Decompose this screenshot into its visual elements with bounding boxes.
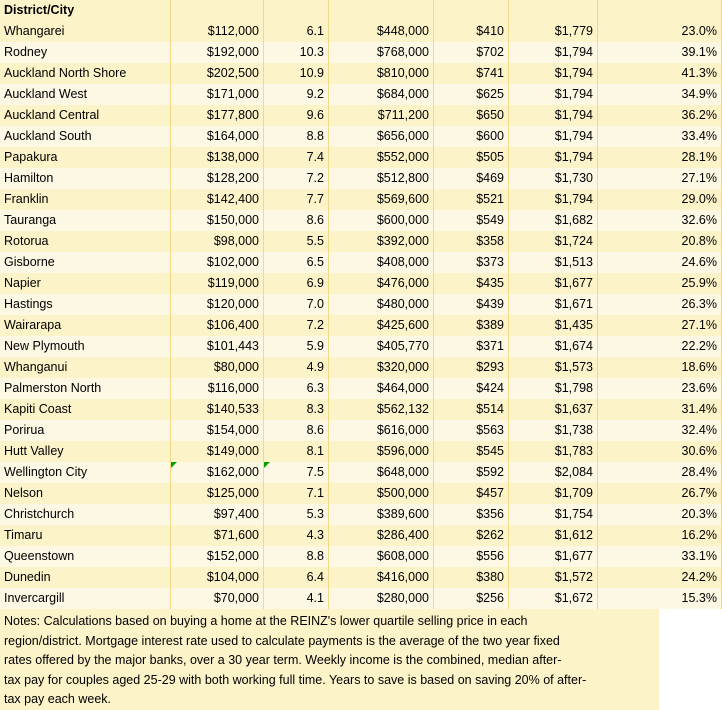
cell-total-price: $810,000 xyxy=(329,63,434,84)
table-row[interactable] xyxy=(0,126,722,147)
cell-weekly-income: $1,779 xyxy=(509,21,598,42)
cell-weekly-income: $1,677 xyxy=(509,546,598,567)
notes-line-5: tax pay each week. xyxy=(4,692,112,706)
cell-district: Wairarapa xyxy=(0,315,171,336)
table-row[interactable] xyxy=(0,588,722,609)
cell-lower-quartile: $128,200 xyxy=(171,168,264,189)
cell-weekly-income: $2,084 xyxy=(509,462,598,483)
cell-district: Papakura xyxy=(0,147,171,168)
table-header-row xyxy=(0,0,722,21)
cell-percent-income: 31.4% xyxy=(598,399,722,420)
cell-weekly-payment: $424 xyxy=(434,378,509,399)
cell-percent-income: 22.2% xyxy=(598,336,722,357)
notes-line-1: Notes: Calculations based on buying a home at the REINZ's lower quartile selling price in each xyxy=(4,614,528,628)
header-lower-quartile xyxy=(171,0,264,21)
cell-weekly-payment: $358 xyxy=(434,231,509,252)
cell-total-price: $476,000 xyxy=(329,273,434,294)
cell-percent-income: 18.6% xyxy=(598,357,722,378)
table-row[interactable] xyxy=(0,273,722,294)
cell-years-to-save: 8.3 xyxy=(264,399,329,420)
cell-district: Franklin xyxy=(0,189,171,210)
cell-weekly-payment: $457 xyxy=(434,483,509,504)
cell-total-price: $408,000 xyxy=(329,252,434,273)
cell-weekly-payment: $563 xyxy=(434,420,509,441)
cell-district: Auckland Central xyxy=(0,105,171,126)
cell-district: Wellington City xyxy=(0,462,171,483)
cell-weekly-payment: $702 xyxy=(434,42,509,63)
cell-weekly-payment: $293 xyxy=(434,357,509,378)
cell-percent-income: 25.9% xyxy=(598,273,722,294)
cell-percent-income: 27.1% xyxy=(598,168,722,189)
cell-total-price: $656,000 xyxy=(329,126,434,147)
cell-percent-income: 20.3% xyxy=(598,504,722,525)
table-row[interactable] xyxy=(0,441,722,462)
cell-total-price: $569,600 xyxy=(329,189,434,210)
cell-percent-income: 15.3% xyxy=(598,588,722,609)
table-row[interactable] xyxy=(0,168,722,189)
cell-percent-income: 33.1% xyxy=(598,546,722,567)
header-district: District/City xyxy=(0,0,171,21)
cell-weekly-payment: $435 xyxy=(434,273,509,294)
cell-weekly-income: $1,672 xyxy=(509,588,598,609)
cell-district: Hutt Valley xyxy=(0,441,171,462)
cell-weekly-income: $1,794 xyxy=(509,84,598,105)
cell-years-to-save: 8.8 xyxy=(264,126,329,147)
cell-lower-quartile: $116,000 xyxy=(171,378,264,399)
cell-district: Christchurch xyxy=(0,504,171,525)
table-row[interactable] xyxy=(0,546,722,567)
cell-weekly-payment: $469 xyxy=(434,168,509,189)
cell-district: Auckland North Shore xyxy=(0,63,171,84)
cell-years-to-save: 7.5 xyxy=(264,462,329,483)
cell-percent-income: 33.4% xyxy=(598,126,722,147)
cell-weekly-payment: $521 xyxy=(434,189,509,210)
table-row[interactable] xyxy=(0,231,722,252)
table-row[interactable] xyxy=(0,21,722,42)
cell-district: Tauranga xyxy=(0,210,171,231)
cell-years-to-save: 7.4 xyxy=(264,147,329,168)
cell-total-price: $648,000 xyxy=(329,462,434,483)
cell-lower-quartile: $149,000 xyxy=(171,441,264,462)
cell-total-price: $480,000 xyxy=(329,294,434,315)
cell-years-to-save: 5.5 xyxy=(264,231,329,252)
cell-lower-quartile: $177,800 xyxy=(171,105,264,126)
cell-percent-income: 20.8% xyxy=(598,231,722,252)
table-row[interactable] xyxy=(0,84,722,105)
cell-weekly-income: $1,724 xyxy=(509,231,598,252)
cell-weekly-income: $1,738 xyxy=(509,420,598,441)
cell-district: Timaru xyxy=(0,525,171,546)
cell-lower-quartile: $152,000 xyxy=(171,546,264,567)
cell-lower-quartile: $150,000 xyxy=(171,210,264,231)
cell-weekly-payment: $650 xyxy=(434,105,509,126)
cell-weekly-income: $1,572 xyxy=(509,567,598,588)
cell-district: Whanganui xyxy=(0,357,171,378)
cell-weekly-income: $1,798 xyxy=(509,378,598,399)
cell-percent-income: 24.6% xyxy=(598,252,722,273)
cell-total-price: $280,000 xyxy=(329,588,434,609)
cell-weekly-payment: $514 xyxy=(434,399,509,420)
cell-lower-quartile: $98,000 xyxy=(171,231,264,252)
cell-weekly-payment: $545 xyxy=(434,441,509,462)
cell-district: Auckland West xyxy=(0,84,171,105)
cell-years-to-save: 4.1 xyxy=(264,588,329,609)
cell-years-to-save: 4.3 xyxy=(264,525,329,546)
table-row[interactable] xyxy=(0,378,722,399)
cell-percent-income: 32.4% xyxy=(598,420,722,441)
cell-weekly-income: $1,754 xyxy=(509,504,598,525)
cell-weekly-payment: $410 xyxy=(434,21,509,42)
cell-weekly-income: $1,612 xyxy=(509,525,598,546)
cell-weekly-income: $1,709 xyxy=(509,483,598,504)
cell-lower-quartile: $119,000 xyxy=(171,273,264,294)
cell-lower-quartile: $80,000 xyxy=(171,357,264,378)
cell-weekly-payment: $371 xyxy=(434,336,509,357)
cell-total-price: $405,770 xyxy=(329,336,434,357)
table-row[interactable] xyxy=(0,483,722,504)
cell-weekly-income: $1,671 xyxy=(509,294,598,315)
notes-line-3: rates offered by the major banks, over a 30 year term. Weekly income is the combined, median after- xyxy=(4,653,562,667)
cell-weekly-payment: $439 xyxy=(434,294,509,315)
cell-percent-income: 28.4% xyxy=(598,462,722,483)
cell-total-price: $416,000 xyxy=(329,567,434,588)
cell-district: Palmerston North xyxy=(0,378,171,399)
cell-total-price: $448,000 xyxy=(329,21,434,42)
cell-total-price: $562,132 xyxy=(329,399,434,420)
cell-years-to-save: 6.5 xyxy=(264,252,329,273)
cell-lower-quartile: $154,000 xyxy=(171,420,264,441)
cell-total-price: $425,600 xyxy=(329,315,434,336)
cell-district: Nelson xyxy=(0,483,171,504)
table-row[interactable] xyxy=(0,462,722,483)
cell-district: Queenstown xyxy=(0,546,171,567)
cell-total-price: $320,000 xyxy=(329,357,434,378)
cell-weekly-payment: $556 xyxy=(434,546,509,567)
cell-lower-quartile: $104,000 xyxy=(171,567,264,588)
cell-years-to-save: 7.1 xyxy=(264,483,329,504)
cell-lower-quartile: $102,000 xyxy=(171,252,264,273)
cell-years-to-save: 5.3 xyxy=(264,504,329,525)
cell-percent-income: 41.3% xyxy=(598,63,722,84)
cell-lower-quartile: $70,000 xyxy=(171,588,264,609)
cell-lower-quartile: $138,000 xyxy=(171,147,264,168)
cell-percent-income: 30.6% xyxy=(598,441,722,462)
cell-district: Dunedin xyxy=(0,567,171,588)
notes-block xyxy=(0,609,659,710)
table-row[interactable] xyxy=(0,105,722,126)
cell-district: Rotorua xyxy=(0,231,171,252)
cell-percent-income: 27.1% xyxy=(598,315,722,336)
cell-weekly-payment: $262 xyxy=(434,525,509,546)
cell-weekly-income: $1,794 xyxy=(509,42,598,63)
cell-lower-quartile: $164,000 xyxy=(171,126,264,147)
cell-district: Gisborne xyxy=(0,252,171,273)
cell-total-price: $768,000 xyxy=(329,42,434,63)
cell-lower-quartile: $125,000 xyxy=(171,483,264,504)
cell-weekly-payment: $389 xyxy=(434,315,509,336)
header-percent-income xyxy=(598,0,722,21)
cell-weekly-payment: $356 xyxy=(434,504,509,525)
cell-lower-quartile: $106,400 xyxy=(171,315,264,336)
cell-weekly-income: $1,794 xyxy=(509,105,598,126)
cell-weekly-income: $1,794 xyxy=(509,189,598,210)
cell-weekly-income: $1,730 xyxy=(509,168,598,189)
cell-lower-quartile: $192,000 xyxy=(171,42,264,63)
cell-weekly-payment: $505 xyxy=(434,147,509,168)
cell-percent-income: 39.1% xyxy=(598,42,722,63)
cell-years-to-save: 10.3 xyxy=(264,42,329,63)
cell-weekly-income: $1,435 xyxy=(509,315,598,336)
table-row[interactable] xyxy=(0,504,722,525)
cell-years-to-save: 6.1 xyxy=(264,21,329,42)
cell-years-to-save: 4.9 xyxy=(264,357,329,378)
table-row[interactable] xyxy=(0,525,722,546)
cell-percent-income: 23.6% xyxy=(598,378,722,399)
cell-percent-income: 24.2% xyxy=(598,567,722,588)
cell-weekly-payment: $549 xyxy=(434,210,509,231)
header-weekly-income xyxy=(509,0,598,21)
table-row[interactable] xyxy=(0,63,722,84)
cell-total-price: $552,000 xyxy=(329,147,434,168)
table-row[interactable] xyxy=(0,336,722,357)
cell-total-price: $684,000 xyxy=(329,84,434,105)
cell-weekly-payment: $380 xyxy=(434,567,509,588)
cell-district: Porirua xyxy=(0,420,171,441)
cell-total-price: $464,000 xyxy=(329,378,434,399)
cell-years-to-save: 6.9 xyxy=(264,273,329,294)
cell-percent-income: 26.7% xyxy=(598,483,722,504)
cell-years-to-save: 7.2 xyxy=(264,168,329,189)
cell-years-to-save: 7.2 xyxy=(264,315,329,336)
table-row[interactable] xyxy=(0,294,722,315)
cell-weekly-income: $1,794 xyxy=(509,63,598,84)
cell-district: Rodney xyxy=(0,42,171,63)
cell-weekly-payment: $600 xyxy=(434,126,509,147)
cell-lower-quartile: $171,000 xyxy=(171,84,264,105)
cell-years-to-save: 7.7 xyxy=(264,189,329,210)
cell-lower-quartile: $97,400 xyxy=(171,504,264,525)
cell-lower-quartile: $120,000 xyxy=(171,294,264,315)
cell-lower-quartile: $71,600 xyxy=(171,525,264,546)
cell-weekly-income: $1,677 xyxy=(509,273,598,294)
cell-total-price: $392,000 xyxy=(329,231,434,252)
cell-years-to-save: 6.4 xyxy=(264,567,329,588)
table-row[interactable] xyxy=(0,189,722,210)
cell-total-price: $711,200 xyxy=(329,105,434,126)
cell-lower-quartile: $101,443 xyxy=(171,336,264,357)
cell-percent-income: 26.3% xyxy=(598,294,722,315)
cell-years-to-save: 6.3 xyxy=(264,378,329,399)
table-row[interactable] xyxy=(0,252,722,273)
cell-district: Napier xyxy=(0,273,171,294)
cell-years-to-save: 9.2 xyxy=(264,84,329,105)
cell-weekly-income: $1,783 xyxy=(509,441,598,462)
cell-weekly-payment: $625 xyxy=(434,84,509,105)
cell-weekly-income: $1,794 xyxy=(509,126,598,147)
cell-years-to-save: 5.9 xyxy=(264,336,329,357)
cell-years-to-save: 9.6 xyxy=(264,105,329,126)
cell-district: Auckland South xyxy=(0,126,171,147)
cell-years-to-save: 8.1 xyxy=(264,441,329,462)
table-row[interactable] xyxy=(0,567,722,588)
cell-district: Hamilton xyxy=(0,168,171,189)
cell-years-to-save: 8.6 xyxy=(264,420,329,441)
table-row[interactable] xyxy=(0,210,722,231)
table-row[interactable] xyxy=(0,420,722,441)
cell-district: Invercargill xyxy=(0,588,171,609)
cell-weekly-income: $1,573 xyxy=(509,357,598,378)
cell-total-price: $500,000 xyxy=(329,483,434,504)
cell-percent-income: 23.0% xyxy=(598,21,722,42)
table-row[interactable] xyxy=(0,357,722,378)
cell-weekly-income: $1,513 xyxy=(509,252,598,273)
cell-total-price: $608,000 xyxy=(329,546,434,567)
cell-percent-income: 32.6% xyxy=(598,210,722,231)
header-years-to-save xyxy=(264,0,329,21)
cell-weekly-payment: $373 xyxy=(434,252,509,273)
table-row[interactable] xyxy=(0,147,722,168)
cell-district: Whangarei xyxy=(0,21,171,42)
cell-percent-income: 29.0% xyxy=(598,189,722,210)
cell-total-price: $616,000 xyxy=(329,420,434,441)
cell-lower-quartile: $112,000 xyxy=(171,21,264,42)
cell-weekly-income: $1,637 xyxy=(509,399,598,420)
cell-years-to-save: 10.9 xyxy=(264,63,329,84)
cell-percent-income: 28.1% xyxy=(598,147,722,168)
table-row[interactable] xyxy=(0,399,722,420)
cell-district: New Plymouth xyxy=(0,336,171,357)
cell-weekly-income: $1,674 xyxy=(509,336,598,357)
header-weekly-payment xyxy=(434,0,509,21)
cell-district: Hastings xyxy=(0,294,171,315)
cell-percent-income: 16.2% xyxy=(598,525,722,546)
notes-line-2: region/district. Mortgage interest rate used to calculate payments is the average of the two year fixed xyxy=(4,633,560,648)
notes-line-4: tax pay for couples aged 25-29 with both working full time. Years to save is based on saving 20% of after- xyxy=(4,672,587,687)
cell-total-price: $389,600 xyxy=(329,504,434,525)
cell-total-price: $596,000 xyxy=(329,441,434,462)
cell-years-to-save: 7.0 xyxy=(264,294,329,315)
cell-total-price: $600,000 xyxy=(329,210,434,231)
cell-weekly-income: $1,794 xyxy=(509,147,598,168)
cell-years-to-save: 8.6 xyxy=(264,210,329,231)
table-row[interactable] xyxy=(0,42,722,63)
cell-years-to-save: 8.8 xyxy=(264,546,329,567)
cell-lower-quartile: $140,533 xyxy=(171,399,264,420)
cell-lower-quartile: $142,400 xyxy=(171,189,264,210)
cell-lower-quartile: $162,000 xyxy=(171,462,264,483)
cell-total-price: $286,400 xyxy=(329,525,434,546)
cell-weekly-income: $1,682 xyxy=(509,210,598,231)
cell-weekly-payment: $592 xyxy=(434,462,509,483)
cell-weekly-payment: $256 xyxy=(434,588,509,609)
cell-district: Kapiti Coast xyxy=(0,399,171,420)
cell-total-price: $512,800 xyxy=(329,168,434,189)
header-total-price xyxy=(329,0,434,21)
cell-percent-income: 36.2% xyxy=(598,105,722,126)
cell-percent-income: 34.9% xyxy=(598,84,722,105)
table-row[interactable] xyxy=(0,315,722,336)
cell-weekly-payment: $741 xyxy=(434,63,509,84)
cell-lower-quartile: $202,500 xyxy=(171,63,264,84)
